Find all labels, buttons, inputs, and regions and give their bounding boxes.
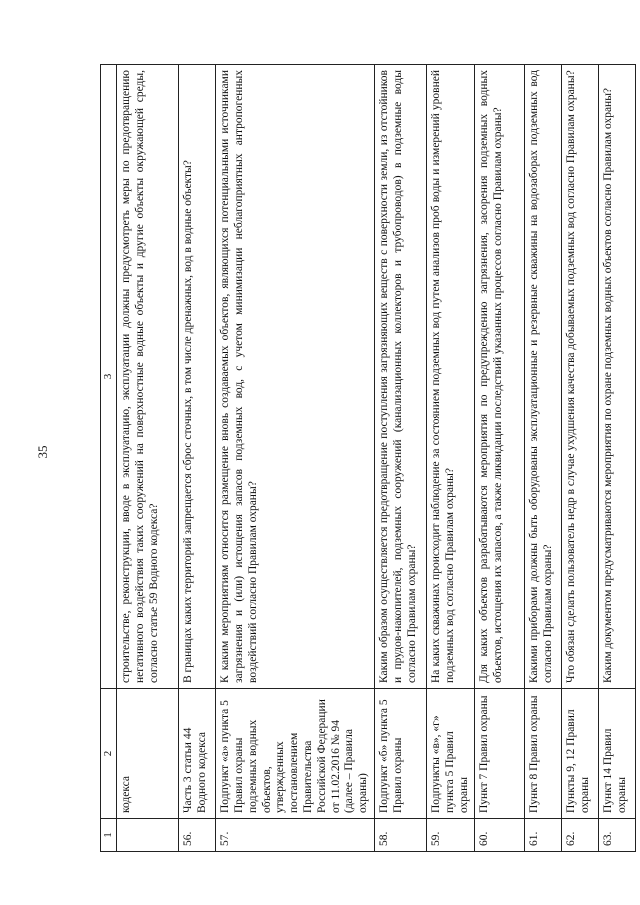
table-row <box>374 65 426 852</box>
row-number: 59. <box>426 819 474 852</box>
row-question: Для каких объектов разрабатываются мероприятия по предупреждению загрязнения, засорения подземных водных объектов, истощения их запасов, а также ликвидации последствий указанных процессов согласно Правилам охраны? <box>475 65 525 689</box>
header-col-2: 2 <box>101 689 117 819</box>
table-row <box>599 65 636 852</box>
row-reference: Часть 3 статьи 44 Водного кодекса <box>179 689 216 819</box>
table-row <box>426 65 474 852</box>
row-number: 57. <box>216 819 375 852</box>
row-question: Какими приборами должны быть оборудованы эксплуатационные и резервные скважины на водозаборах подземных вод согласно Правилам охраны? <box>525 65 562 689</box>
row-reference: Подпункт «а» пункта 5 Правил охраны подземных водных объектов, утвержденных постановлением Правительства Российской Федерации от 11.02.2016 № 94 (далее – Правила охраны) <box>216 689 375 819</box>
table-row <box>216 65 375 852</box>
table-header-row <box>101 65 117 852</box>
page-number: 35 <box>35 445 50 459</box>
row-reference: кодекса <box>117 689 179 819</box>
row-number <box>117 819 179 852</box>
row-question: В границах каких территорий запрещается сброс сточных, в том числе дренажных, вод в водные объекты? <box>179 65 216 689</box>
rotated-table-container <box>100 65 629 852</box>
row-question: строительстве, реконструкции, вводе в эксплуатацию, эксплуатации должны предусмотреть меры по предотвращению негативного воздействия таких сооружений на поверхностные водные объекты и другие объекты окружающей среды, согласно статье 59 Водного кодекса? <box>117 65 179 689</box>
table-row <box>179 65 216 852</box>
row-question: Что обязан сделать пользователь недр в случае ухудшения качества добываемых подземных вод согласно Правилам охраны? <box>562 65 599 689</box>
row-number: 61. <box>525 819 562 852</box>
row-reference: Подпункты «в», «г» пункта 5 Правил охраны <box>426 689 474 819</box>
row-question: Каким образом осуществляется предотвращение поступления загрязняющих веществ с поверхности земли, из отстойников и прудов-накопителей, подземных сооружений (канализационных коллекторов и трубопроводов) в подземные воды согласно Правилам охраны? <box>374 65 426 689</box>
row-reference: Пункт 7 Правил охраны <box>475 689 525 819</box>
row-question: Каким документом предусматриваются мероприятия по охране подземных водных объектов согласно Правилам охраны? <box>599 65 636 689</box>
row-number: 60. <box>475 819 525 852</box>
row-reference: Пункты 9, 12 Правил охраны <box>562 689 599 819</box>
table-row <box>525 65 562 852</box>
row-reference: Пункт 14 Правил охраны <box>599 689 636 819</box>
table-row <box>117 65 179 852</box>
row-question: На каких скважинах происходит наблюдение за состоянием подземных вод путем анализов проб воды и измерений уровней подземных вод согласно Правилам охраны? <box>426 65 474 689</box>
table-row <box>562 65 599 852</box>
row-number: 56. <box>179 819 216 852</box>
row-question: К каким мероприятиям относится размещение вновь создаваемых объектов, являющихся потенциальными источниками загрязнения и (или) истощения запасов подземных вод, с учетом минимизации неблагоприятных антропогенных воздействий согласно Правилам охраны? <box>216 65 375 689</box>
row-number: 62. <box>562 819 599 852</box>
table-row <box>475 65 525 852</box>
row-reference: Пункт 8 Правил охраны <box>525 689 562 819</box>
row-number: 58. <box>374 819 426 852</box>
row-reference: Подпункт «б» пункта 5 Правил охраны <box>374 689 426 819</box>
header-col-1: 1 <box>101 819 117 852</box>
row-number: 63. <box>599 819 636 852</box>
questions-table <box>100 64 636 852</box>
header-col-3: 3 <box>101 65 117 689</box>
